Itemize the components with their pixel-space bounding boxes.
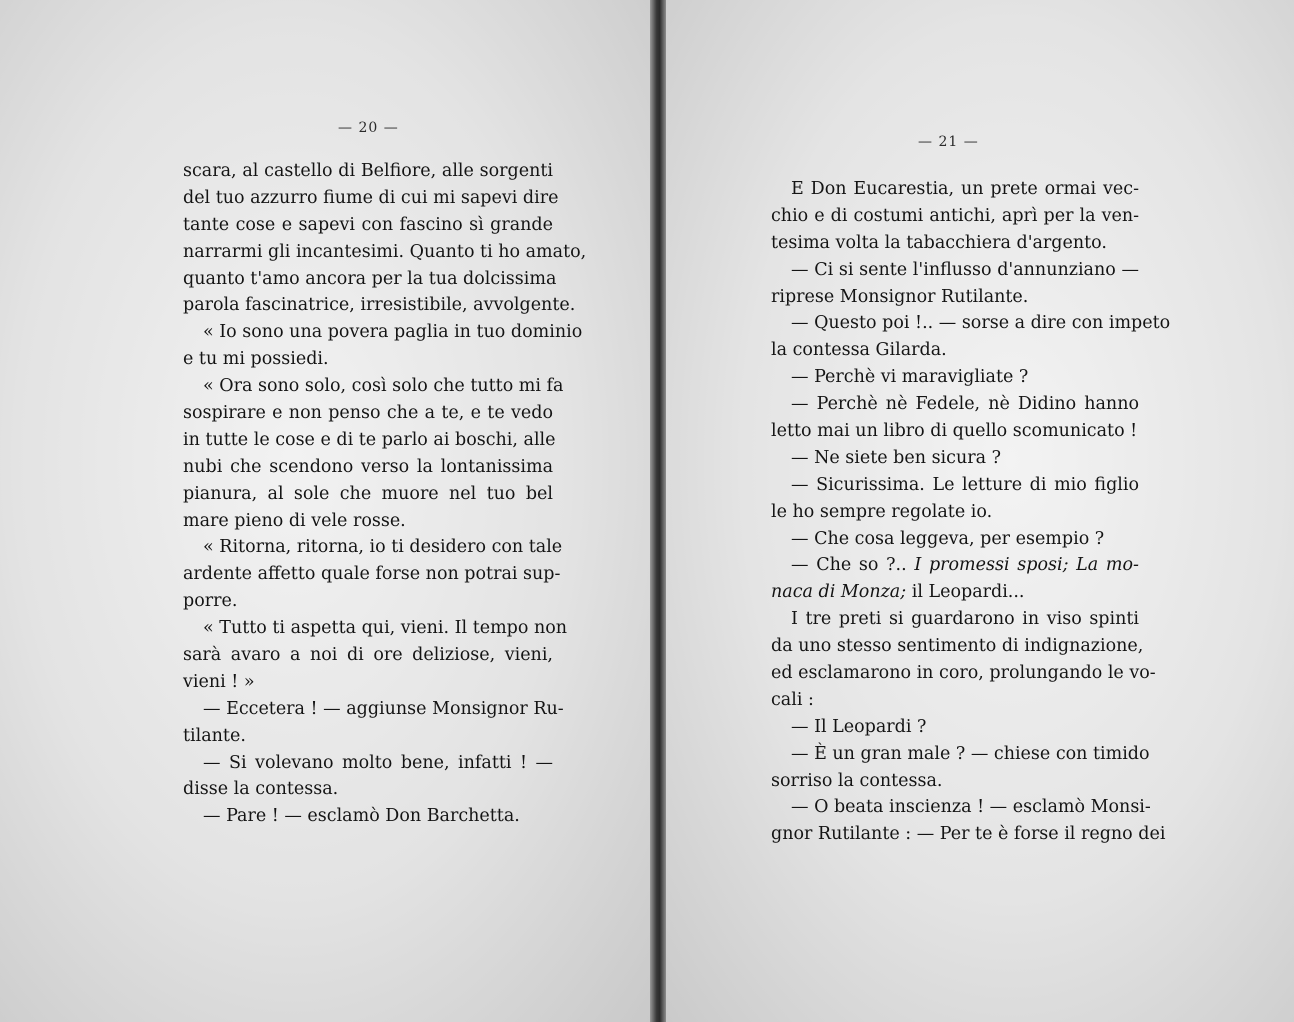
right-page-text	[771, 176, 1171, 848]
text-line: letto mai un libro di quello scomunicato !	[771, 421, 1138, 442]
text-line: ardente affetto quale forse non potrai sup-	[183, 564, 561, 585]
text-line: tilante.	[183, 725, 246, 746]
text-line: — Pare ! — esclamò Don Barchetta.	[203, 806, 520, 827]
text-line: in tutte le cose e di te parlo ai boschi, alle	[183, 429, 556, 450]
text-line: — Ci si sente l'influsso d'annunziano —	[791, 259, 1139, 280]
text-line: del tuo azzurro fiume di cui mi sapevi dire	[183, 187, 559, 208]
left-page-text	[183, 158, 587, 830]
text-line: tesima volta la tabacchiera d'argento.	[771, 232, 1107, 253]
text-line: « Ritorna, ritorna, io ti desidero con tale	[203, 537, 563, 558]
text-line: scara, al castello di Belfiore, alle sorgenti	[183, 161, 553, 181]
text-line-mixed	[771, 579, 1139, 606]
text-line: « Io sono una povera paglia in tuo dominio	[203, 322, 583, 343]
text-line: — Che cosa leggeva, per esempio ?	[791, 528, 1105, 549]
text-line: sorriso la contessa.	[771, 770, 943, 791]
text-fragment: — Che so ?..	[791, 555, 907, 576]
text-line: sarà avaro a noi di ore deliziose, vieni,	[183, 645, 553, 666]
text-line: — Sicurissima. Le letture di mio figlio	[791, 474, 1139, 495]
text-line: chio e di costumi antichi, aprì per la ven-	[771, 205, 1139, 226]
text-line: — Il Leopardi ?	[791, 716, 927, 737]
text-line: — Si volevano molto bene, infatti ! —	[203, 752, 553, 773]
text-fragment: il Leopardi...	[911, 582, 1025, 603]
text-line: — Ne siete ben sicura ?	[791, 447, 1001, 468]
text-line: tante cose e sapevi con fascino sì grande	[183, 214, 553, 235]
text-line: ed esclamarono in coro, prolungando le vo-	[771, 663, 1156, 684]
text-line: « Ora sono solo, così solo che tutto mi fa	[203, 376, 564, 397]
text-line: riprese Monsignor Rutilante.	[771, 286, 1029, 307]
text-line: E Don Eucarestia, un prete ormai vec-	[791, 179, 1139, 199]
text-line: disse la contessa.	[183, 779, 339, 800]
text-line: vieni ! »	[183, 671, 255, 692]
text-line: porre.	[183, 591, 238, 612]
text-line: le ho sempre regolate io.	[771, 501, 993, 522]
text-line: la contessa Gilarda.	[771, 340, 947, 361]
text-line: gnor Rutilante : — Per te è forse il regno dei	[771, 824, 1166, 845]
text-line: — Questo poi !.. — sorse a dire con impeto	[791, 313, 1171, 334]
text-line: — Perchè vi maravigliate ?	[791, 367, 1029, 388]
text-line-mixed	[771, 552, 1139, 579]
text-line: pianura, al sole che muore nel tuo bel	[183, 483, 553, 504]
italic-title: naca di Monza;	[771, 582, 907, 603]
page-number-right: — 21 —	[918, 134, 979, 150]
text-line: « Tutto ti aspetta qui, vieni. Il tempo non	[203, 618, 568, 639]
text-line: sospirare e non penso che a te, e te vedo	[183, 403, 553, 424]
page-number-left: — 20 —	[338, 120, 399, 136]
italic-title: La mo-	[1076, 555, 1139, 576]
book-gutter	[650, 0, 666, 1022]
text-line: — Eccetera ! — aggiunse Monsignor Ru-	[203, 698, 564, 719]
text-line: narrarmi gli incantesimi. Quanto ti ho amato,	[183, 241, 587, 262]
text-line: e tu mi possiedi.	[183, 349, 329, 370]
text-line: cali :	[771, 689, 814, 710]
text-line: parola fascinatrice, irresistibile, avvolgente.	[183, 295, 576, 316]
text-line: — Perchè nè Fedele, nè Didino hanno	[791, 394, 1139, 415]
text-line: nubi che scendono verso la lontanissima	[183, 456, 553, 477]
text-line: mare pieno di vele rosse.	[183, 510, 406, 531]
italic-title: I promessi sposi;	[914, 555, 1069, 576]
text-line: — O beata inscienza ! — esclamò Monsi-	[791, 797, 1151, 818]
text-line: quanto t'amo ancora per la tua dolcissima	[183, 268, 557, 289]
right-page	[666, 0, 1294, 1022]
text-line: I tre preti si guardarono in viso spinti	[791, 609, 1139, 630]
text-line: — È un gran male ? — chiese con timido	[791, 743, 1150, 764]
text-line: da uno stesso sentimento di indignazione,	[771, 636, 1144, 657]
